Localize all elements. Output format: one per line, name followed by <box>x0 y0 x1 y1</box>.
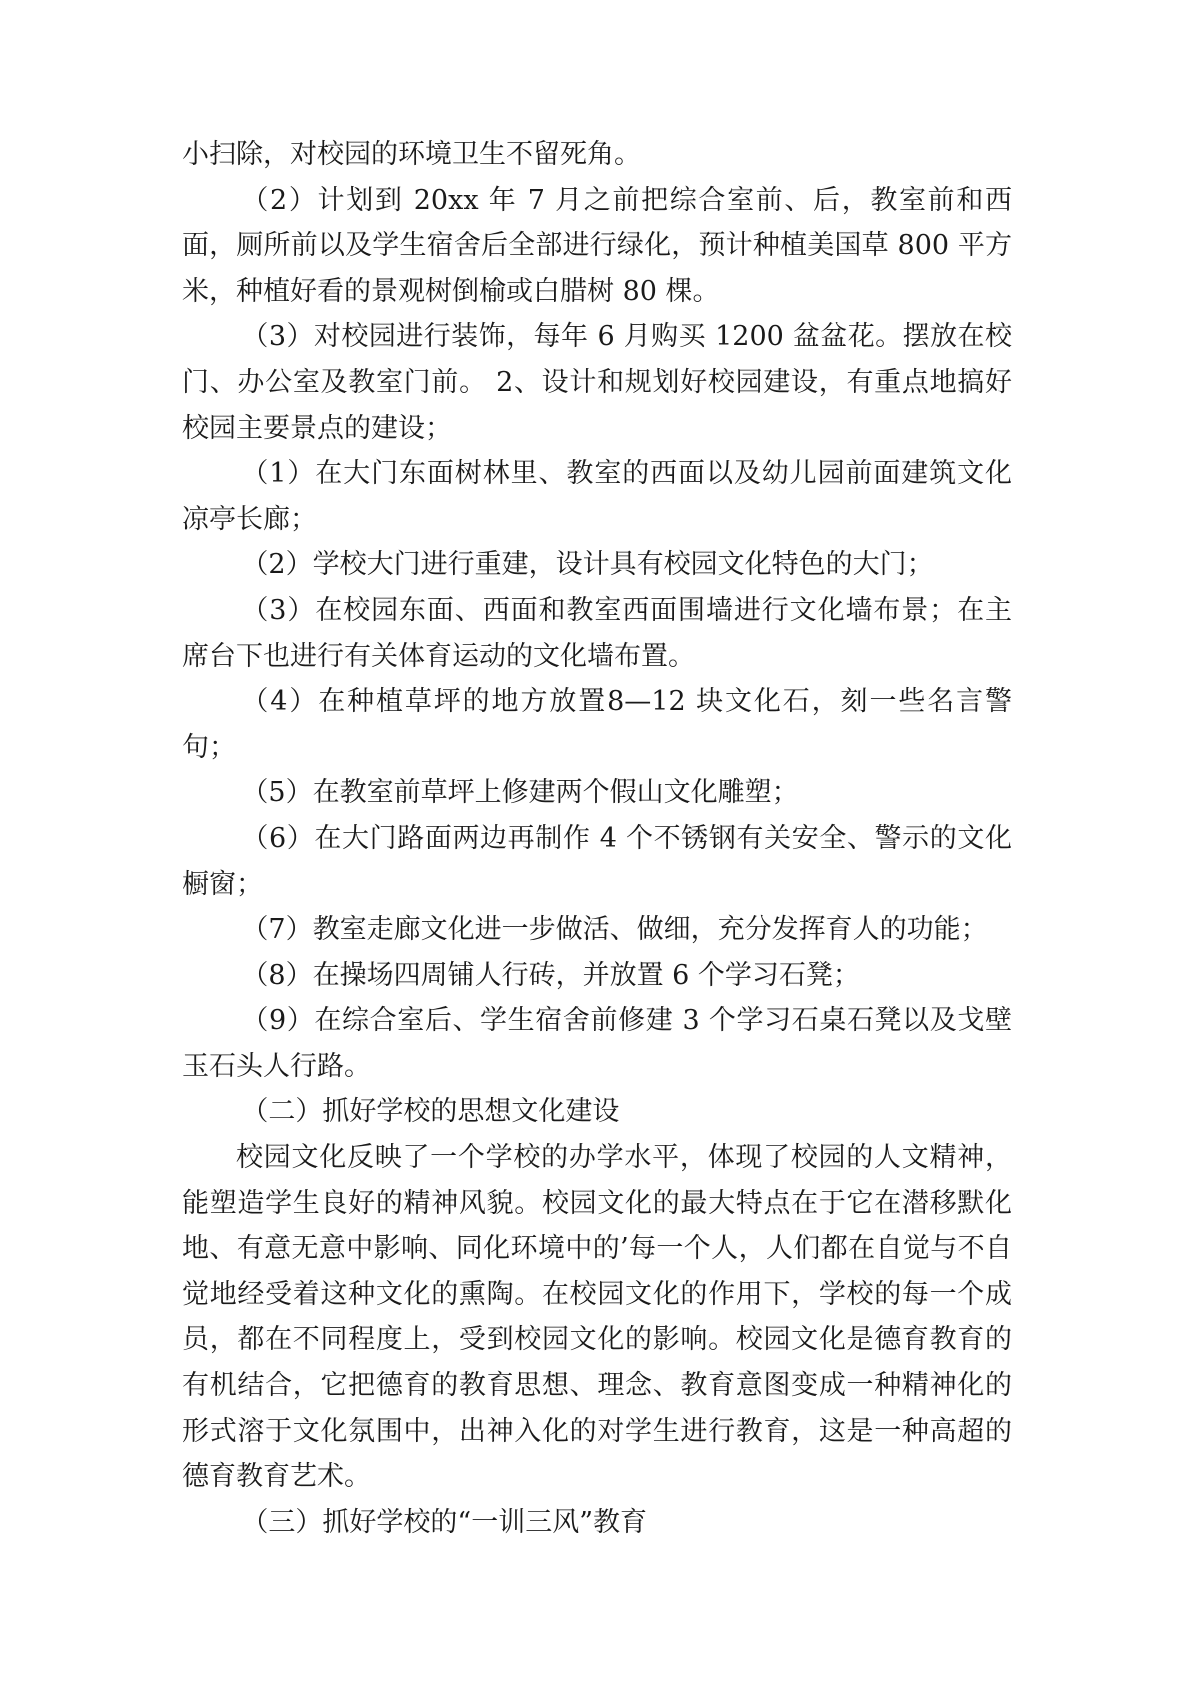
paragraph-campus-culture: 校园文化反映了一个学校的办学水平，体现了校园的人文精神，能塑造学生良好的精神风貌。校园文化的最大特点在于它在潜移默化地、有意无意中影响、同化环境中的’每一个人，人们都在自觉与不自觉地经受着这种文化的熏陶。在校园文化的作用下，学校的每一个成员，都在不同程度上，受到校园文化的影响。校园文化是德育教育的有机结合，它把德育的教育思想、理念、教育意图变成一种精神化的形式溶于文化氛围中，出神入化的对学生进行教育，这是一种高超的德育教育艺术。 <box>182 1142 1012 1493</box>
paragraph-showcase: （6）在大门路面两边再制作 4 个不锈钢有关安全、警示的文化橱窗； <box>182 822 1012 900</box>
paragraph-culture-wall: （3）在校园东面、西面和教室西面围墙进行文化墙布景；在主席台下也进行有关体育运动的文化墙布置。 <box>182 594 1012 672</box>
paragraph-corridor: （7）教室走廊文化进一步做活、做细，充分发挥育人的功能； <box>241 914 988 946</box>
paragraph-cleaning: 小扫除，对校园的环境卫生不留死角。 <box>182 139 641 170</box>
paragraph-decoration: （3）对校园进行装饰，每年 6 月购买 1200 盆盆花。摆放在校门、办公室及教室门前。 2、设计和规划好校园建设，有重点地搞好校园主要景点的建设； <box>182 321 1012 444</box>
paragraph-gate-rebuild: （2）学校大门进行重建，设计具有校园文化特色的大门； <box>241 549 934 581</box>
paragraph-greening-plan: （2）计划到 20xx 年 7 月之前把综合室前、后，教室前和西面，厕所前以及学生宿舍后全部进行绿化，预计种植美国草 800 平方米，种植好看的景观树倒榆或白腊树 80 棵。 <box>182 184 1012 307</box>
section-heading-ideology: （二）抓好学校的思想文化建设 <box>241 1096 620 1128</box>
section-heading-motto: （三）抓好学校的“一训三风”教育 <box>241 1506 647 1538</box>
paragraph-stone-tables: （9）在综合室后、学生宿舍前修建 3 个学习石桌石凳以及戈壁玉石头人行路。 <box>182 1005 1012 1082</box>
paragraph-rockery: （5）在教室前草坪上修建两个假山文化雕塑； <box>241 777 799 809</box>
paragraph-pavilion: （1）在大门东面树林里、教室的西面以及幼儿园前面建筑文化凉亭长廊； <box>182 458 1012 535</box>
paragraph-playground: （8）在操场四周铺人行砖，并放置 6 个学习石凳； <box>241 959 860 991</box>
paragraph-culture-stones: （4）在种植草坪的地方放置8—12 块文化石，刻一些名言警句； <box>182 686 1012 763</box>
document-page <box>182 132 1012 1545</box>
